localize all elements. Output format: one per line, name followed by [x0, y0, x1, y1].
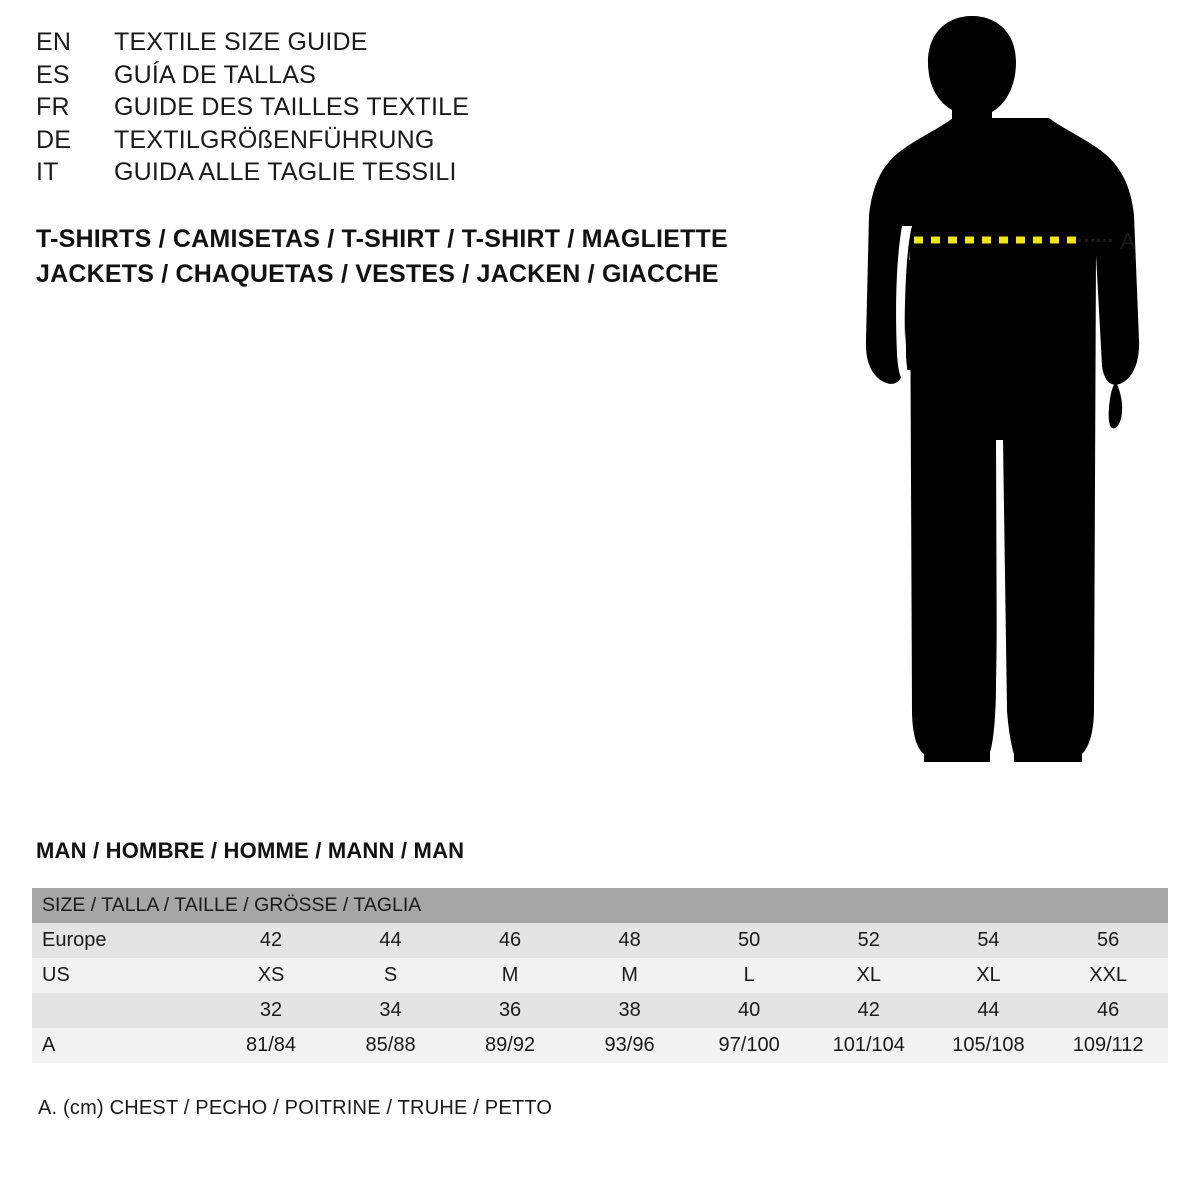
language-list	[36, 26, 796, 189]
table-row	[32, 958, 1168, 993]
table-row	[32, 993, 1168, 1028]
language-text: GUÍA DE TALLAS	[114, 60, 316, 89]
table-row	[32, 923, 1168, 958]
cell-value: 109/112	[1048, 1028, 1168, 1063]
cell-value: XL	[929, 958, 1049, 993]
table-footnote: A. (cm) CHEST / PECHO / POITRINE / TRUHE / PETTO	[38, 1097, 553, 1119]
cell-value: L	[689, 958, 809, 993]
cell-value: 52	[809, 923, 929, 958]
cell-value: 89/92	[450, 1028, 570, 1063]
table-header-row	[32, 888, 1168, 923]
table-header-label: SIZE / TALLA / TAILLE / GRÖSSE / TAGLIA	[32, 888, 1168, 923]
language-code: EN	[36, 28, 72, 56]
cell-value: 81/84	[211, 1028, 331, 1063]
cell-value: 50	[689, 923, 809, 958]
cell-value: S	[331, 958, 451, 993]
cell-value: 32	[211, 993, 331, 1028]
table-group-title: MAN / HOMBRE / HOMME / MANN / MAN	[36, 838, 465, 863]
language-row	[36, 26, 796, 59]
cell-value: 93/96	[570, 1028, 690, 1063]
cell-value: 40	[689, 993, 809, 1028]
size-table	[32, 888, 1168, 1063]
cell-value: 85/88	[331, 1028, 451, 1063]
language-code: FR	[36, 93, 70, 121]
measure-label-a: A	[1120, 228, 1136, 254]
language-text: GUIDE DES TAILLES TEXTILE	[114, 93, 470, 121]
row-label: A	[32, 1028, 211, 1063]
row-label	[32, 993, 211, 1028]
cell-value: XXL	[1048, 958, 1168, 993]
cell-value: 44	[331, 923, 451, 958]
language-row	[36, 91, 796, 124]
language-code: IT	[36, 158, 59, 186]
silhouette-figure	[820, 10, 1180, 800]
man-silhouette-icon	[820, 10, 1180, 800]
cell-value: 105/108	[929, 1028, 1049, 1063]
language-row	[36, 156, 796, 189]
cell-value: 101/104	[809, 1028, 929, 1063]
language-row	[36, 59, 796, 92]
cell-value: M	[570, 958, 690, 993]
category-tshirts: T-SHIRTS / CAMISETAS / T-SHIRT / T-SHIRT / MAGLIETTE	[36, 225, 728, 253]
category-jackets: JACKETS / CHAQUETAS / VESTES / JACKEN / GIACCHE	[36, 259, 719, 288]
cell-value: XS	[211, 958, 331, 993]
cell-value: M	[450, 958, 570, 993]
language-text: TEXTILE SIZE GUIDE	[114, 28, 368, 56]
language-text: TEXTILGRÖßENFÜHRUNG	[114, 125, 435, 154]
language-code: DE	[36, 125, 72, 154]
cell-value: 42	[809, 993, 929, 1028]
category-headings	[36, 222, 856, 291]
cell-value: 56	[1048, 923, 1168, 958]
cell-value: 36	[450, 993, 570, 1028]
cell-value: 46	[450, 923, 570, 958]
language-code: ES	[36, 60, 70, 89]
cell-value: 42	[211, 923, 331, 958]
language-text: GUIDA ALLE TAGLIE TESSILI	[114, 158, 457, 186]
language-row	[36, 124, 796, 157]
row-label: Europe	[32, 923, 211, 958]
cell-value: 38	[570, 993, 690, 1028]
cell-value: 34	[331, 993, 451, 1028]
cell-value: 44	[929, 993, 1049, 1028]
measure-leader-line	[1078, 239, 1112, 242]
cell-value: 54	[929, 923, 1049, 958]
row-label: US	[32, 958, 211, 993]
table-row	[32, 1028, 1168, 1063]
cell-value: XL	[809, 958, 929, 993]
cell-value: 97/100	[689, 1028, 809, 1063]
cell-value: 46	[1048, 993, 1168, 1028]
cell-value: 48	[570, 923, 690, 958]
